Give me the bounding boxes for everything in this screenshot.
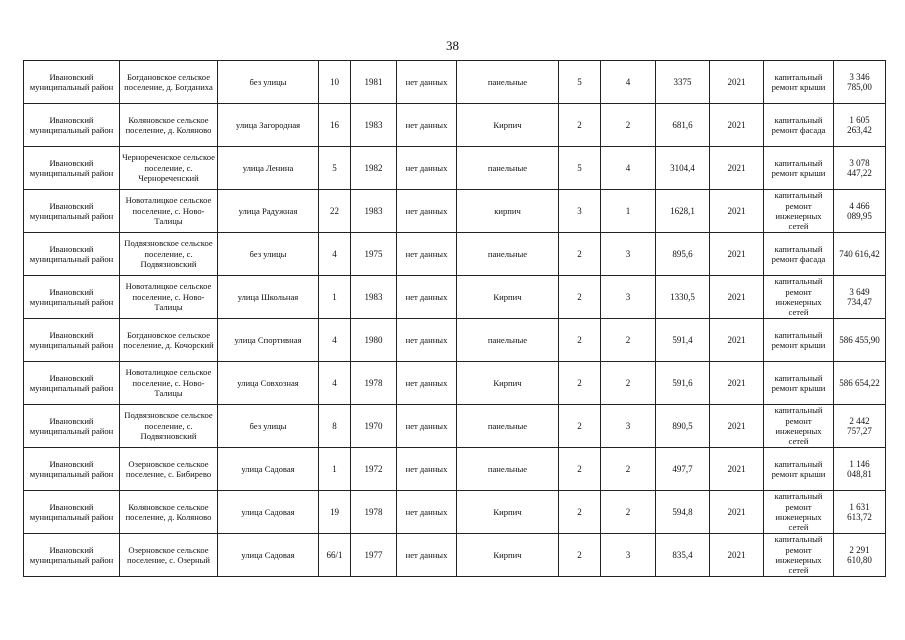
plan-year-cell: 2021 — [710, 233, 764, 276]
cost-cell: 1 631 613,72 — [834, 491, 886, 534]
settlement-cell: Коляновское сельское поселение, д. Коляново — [120, 491, 218, 534]
build-year-cell: 1983 — [351, 190, 397, 233]
table-row — [24, 61, 886, 104]
house-number-cell: 4 — [319, 362, 351, 405]
cost-cell: 1 605 263,42 — [834, 104, 886, 147]
plan-year-cell: 2021 — [710, 319, 764, 362]
street-cell: без улицы — [218, 233, 319, 276]
entrances-cell: 3 — [601, 276, 656, 319]
data-status-cell: нет данных — [397, 61, 457, 104]
floors-cell: 5 — [559, 147, 601, 190]
work-type-cell: капитальный ремонт фасада — [764, 233, 834, 276]
cost-cell: 1 146 048,81 — [834, 448, 886, 491]
area-cell: 3104,4 — [656, 147, 710, 190]
district-cell: Ивановский муниципальный район — [24, 190, 120, 233]
entrances-cell: 2 — [601, 362, 656, 405]
settlement-cell: Подвязновское сельское поселение, с. Подвязновский — [120, 405, 218, 448]
build-year-cell: 1983 — [351, 104, 397, 147]
house-number-cell: 1 — [319, 448, 351, 491]
work-type-cell: капитальный ремонт крыши — [764, 448, 834, 491]
table-body — [24, 61, 886, 577]
data-status-cell: нет данных — [397, 190, 457, 233]
work-type-cell: капитальный ремонт инженерных сетей — [764, 276, 834, 319]
area-cell: 1330,5 — [656, 276, 710, 319]
floors-cell: 2 — [559, 405, 601, 448]
floors-cell: 2 — [559, 104, 601, 147]
table-row — [24, 104, 886, 147]
house-number-cell: 1 — [319, 276, 351, 319]
work-type-cell: капитальный ремонт фасада — [764, 104, 834, 147]
wall-material-cell: панельные — [457, 233, 559, 276]
house-number-cell: 66/1 — [319, 534, 351, 577]
work-type-cell: капитальный ремонт крыши — [764, 61, 834, 104]
plan-year-cell: 2021 — [710, 190, 764, 233]
street-cell: улица Совхозная — [218, 362, 319, 405]
build-year-cell: 1975 — [351, 233, 397, 276]
floors-cell: 2 — [559, 362, 601, 405]
house-number-cell: 8 — [319, 405, 351, 448]
plan-year-cell: 2021 — [710, 491, 764, 534]
street-cell: улица Садовая — [218, 534, 319, 577]
area-cell: 591,4 — [656, 319, 710, 362]
district-cell: Ивановский муниципальный район — [24, 233, 120, 276]
build-year-cell: 1977 — [351, 534, 397, 577]
area-cell: 594,8 — [656, 491, 710, 534]
district-cell: Ивановский муниципальный район — [24, 104, 120, 147]
floors-cell: 2 — [559, 319, 601, 362]
wall-material-cell: Кирпич — [457, 276, 559, 319]
table-row — [24, 362, 886, 405]
data-status-cell: нет данных — [397, 362, 457, 405]
area-cell: 591,6 — [656, 362, 710, 405]
district-cell: Ивановский муниципальный район — [24, 61, 120, 104]
build-year-cell: 1980 — [351, 319, 397, 362]
table-row — [24, 190, 886, 233]
build-year-cell: 1983 — [351, 276, 397, 319]
settlement-cell: Новоталицкое сельское поселение, с. Ново-Талицы — [120, 276, 218, 319]
settlement-cell: Озерновское сельское поселение, с. Озерный — [120, 534, 218, 577]
floors-cell: 3 — [559, 190, 601, 233]
work-type-cell: капитальный ремонт крыши — [764, 319, 834, 362]
district-cell: Ивановский муниципальный район — [24, 534, 120, 577]
wall-material-cell: панельные — [457, 319, 559, 362]
entrances-cell: 3 — [601, 405, 656, 448]
data-status-cell: нет данных — [397, 104, 457, 147]
build-year-cell: 1982 — [351, 147, 397, 190]
cost-cell: 2 442 757,27 — [834, 405, 886, 448]
data-status-cell: нет данных — [397, 405, 457, 448]
cost-cell: 4 466 089,95 — [834, 190, 886, 233]
plan-year-cell: 2021 — [710, 61, 764, 104]
wall-material-cell: кирпич — [457, 190, 559, 233]
house-number-cell: 16 — [319, 104, 351, 147]
cost-cell: 3 078 447,22 — [834, 147, 886, 190]
settlement-cell: Новоталицкое сельское поселение, с. Ново-Талицы — [120, 362, 218, 405]
area-cell: 890,5 — [656, 405, 710, 448]
house-number-cell: 4 — [319, 319, 351, 362]
street-cell: улица Ленина — [218, 147, 319, 190]
street-cell: улица Школьная — [218, 276, 319, 319]
settlement-cell: Чернореченское сельское поселение, с. Чернореченский — [120, 147, 218, 190]
area-cell: 895,6 — [656, 233, 710, 276]
entrances-cell: 2 — [601, 319, 656, 362]
settlement-cell: Озерновское сельское поселение, с. Бибирево — [120, 448, 218, 491]
street-cell: улица Радужная — [218, 190, 319, 233]
entrances-cell: 3 — [601, 534, 656, 577]
cost-cell: 3 346 785,00 — [834, 61, 886, 104]
district-cell: Ивановский муниципальный район — [24, 362, 120, 405]
build-year-cell: 1978 — [351, 491, 397, 534]
build-year-cell: 1981 — [351, 61, 397, 104]
table-row — [24, 147, 886, 190]
street-cell: без улицы — [218, 405, 319, 448]
table-row — [24, 491, 886, 534]
wall-material-cell: Кирпич — [457, 491, 559, 534]
district-cell: Ивановский муниципальный район — [24, 448, 120, 491]
house-number-cell: 10 — [319, 61, 351, 104]
work-type-cell: капитальный ремонт крыши — [764, 362, 834, 405]
housing-repair-table — [23, 60, 886, 577]
table-row — [24, 276, 886, 319]
district-cell: Ивановский муниципальный район — [24, 147, 120, 190]
floors-cell: 2 — [559, 534, 601, 577]
wall-material-cell: панельные — [457, 405, 559, 448]
cost-cell: 586 455,90 — [834, 319, 886, 362]
settlement-cell: Подвязновское сельское поселение, с. Подвязновский — [120, 233, 218, 276]
entrances-cell: 3 — [601, 233, 656, 276]
area-cell: 497,7 — [656, 448, 710, 491]
build-year-cell: 1972 — [351, 448, 397, 491]
wall-material-cell: панельные — [457, 61, 559, 104]
work-type-cell: капитальный ремонт инженерных сетей — [764, 190, 834, 233]
build-year-cell: 1978 — [351, 362, 397, 405]
data-status-cell: нет данных — [397, 276, 457, 319]
street-cell: улица Спортивная — [218, 319, 319, 362]
wall-material-cell: панельные — [457, 448, 559, 491]
plan-year-cell: 2021 — [710, 104, 764, 147]
floors-cell: 2 — [559, 491, 601, 534]
entrances-cell: 2 — [601, 104, 656, 147]
district-cell: Ивановский муниципальный район — [24, 405, 120, 448]
entrances-cell: 2 — [601, 491, 656, 534]
data-status-cell: нет данных — [397, 448, 457, 491]
floors-cell: 2 — [559, 233, 601, 276]
house-number-cell: 19 — [319, 491, 351, 534]
district-cell: Ивановский муниципальный район — [24, 319, 120, 362]
data-status-cell: нет данных — [397, 319, 457, 362]
plan-year-cell: 2021 — [710, 534, 764, 577]
district-cell: Ивановский муниципальный район — [24, 491, 120, 534]
table-row — [24, 233, 886, 276]
district-cell: Ивановский муниципальный район — [24, 276, 120, 319]
area-cell: 835,4 — [656, 534, 710, 577]
area-cell: 1628,1 — [656, 190, 710, 233]
cost-cell: 740 616,42 — [834, 233, 886, 276]
house-number-cell: 5 — [319, 147, 351, 190]
wall-material-cell: панельные — [457, 147, 559, 190]
table-row — [24, 319, 886, 362]
table-row — [24, 405, 886, 448]
work-type-cell: капитальный ремонт инженерных сетей — [764, 534, 834, 577]
table-row — [24, 534, 886, 577]
wall-material-cell: Кирпич — [457, 104, 559, 147]
build-year-cell: 1970 — [351, 405, 397, 448]
floors-cell: 2 — [559, 276, 601, 319]
page-number: 38 — [446, 38, 459, 53]
house-number-cell: 22 — [319, 190, 351, 233]
house-number-cell: 4 — [319, 233, 351, 276]
wall-material-cell: Кирпич — [457, 362, 559, 405]
street-cell: без улицы — [218, 61, 319, 104]
plan-year-cell: 2021 — [710, 405, 764, 448]
data-status-cell: нет данных — [397, 491, 457, 534]
street-cell: улица Загородная — [218, 104, 319, 147]
table-row — [24, 448, 886, 491]
entrances-cell: 1 — [601, 190, 656, 233]
floors-cell: 2 — [559, 448, 601, 491]
cost-cell: 2 291 610,80 — [834, 534, 886, 577]
floors-cell: 5 — [559, 61, 601, 104]
entrances-cell: 2 — [601, 448, 656, 491]
cost-cell: 3 649 734,47 — [834, 276, 886, 319]
street-cell: улица Садовая — [218, 491, 319, 534]
data-status-cell: нет данных — [397, 147, 457, 190]
plan-year-cell: 2021 — [710, 147, 764, 190]
street-cell: улица Садовая — [218, 448, 319, 491]
work-type-cell: капитальный ремонт инженерных сетей — [764, 491, 834, 534]
plan-year-cell: 2021 — [710, 276, 764, 319]
area-cell: 3375 — [656, 61, 710, 104]
cost-cell: 586 654,22 — [834, 362, 886, 405]
settlement-cell: Новоталицкое сельское поселение, с. Ново-Талицы — [120, 190, 218, 233]
work-type-cell: капитальный ремонт крыши — [764, 147, 834, 190]
settlement-cell: Богдановское сельское поселение, д. Кочорский — [120, 319, 218, 362]
settlement-cell: Коляновское сельское поселение, д. Коляново — [120, 104, 218, 147]
work-type-cell: капитальный ремонт инженерных сетей — [764, 405, 834, 448]
data-status-cell: нет данных — [397, 534, 457, 577]
data-status-cell: нет данных — [397, 233, 457, 276]
plan-year-cell: 2021 — [710, 362, 764, 405]
entrances-cell: 4 — [601, 61, 656, 104]
wall-material-cell: Кирпич — [457, 534, 559, 577]
plan-year-cell: 2021 — [710, 448, 764, 491]
area-cell: 681,6 — [656, 104, 710, 147]
settlement-cell: Богдановское сельское поселение, д. Богданиха — [120, 61, 218, 104]
entrances-cell: 4 — [601, 147, 656, 190]
